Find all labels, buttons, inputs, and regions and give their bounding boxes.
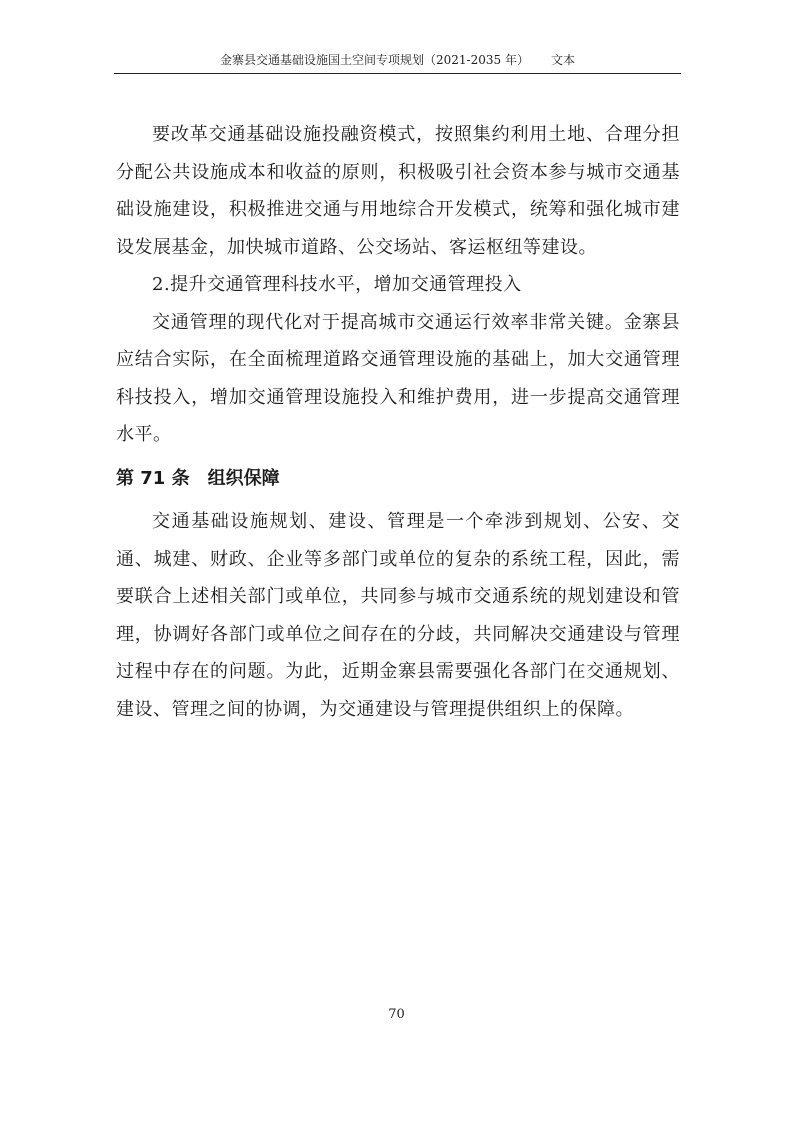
- paragraph-management-modernization: 交通管理的现代化对于提高城市交通运行效率非常关键。金寨县应结合实际，在全面梳理道路交通管理设施的基础上，加大交通管理科技投入，增加交通管理设施投入和维护费用，进一步提高交通管理水平。: [116, 311, 680, 445]
- paragraph-investment-reform: 要改革交通基础设施投融资模式，按照集约利用土地、合理分担分配公共设施成本和收益的原则，积极吸引社会资本参与城市交通基础设施建设，积极推进交通与用地综合开发模式，统筹和强化城市建设发展基金，加快城市道路、公交场站、客运枢纽等建设。: [116, 124, 680, 258]
- section-number: 第 71 条: [116, 467, 190, 489]
- paragraph-organization-guarantee: 交通基础设施规划、建设、管理是一个牵涉到规划、公安、交通、城建、财政、企业等多部门或单位的复杂的系统工程，因此，需要联合上述相关部门或单位，共同参与城市交通系统的规划建设和管理，协调好各部门或单位之间存在的分歧，共同解决交通建设与管理过程中存在的问题。为此，近期金寨县需要强化各部门在交通规划、建设、管理之间的协调，为交通建设与管理提供组织上的保障。: [116, 511, 680, 720]
- subheading-tech-management: 2.提升交通管理科技水平，增加交通管理投入: [152, 274, 522, 295]
- page-body: [116, 116, 680, 728]
- section-heading: [116, 460, 680, 498]
- header-rule: [114, 73, 681, 74]
- header-label: 文本: [550, 53, 575, 67]
- header-doc-title: 金寨县交通基础设施国土空间专项规划（2021-2035 年）: [220, 53, 529, 67]
- running-header: [114, 52, 681, 68]
- section-title: 组织保障: [207, 467, 280, 489]
- page-number: 70: [388, 1007, 405, 1022]
